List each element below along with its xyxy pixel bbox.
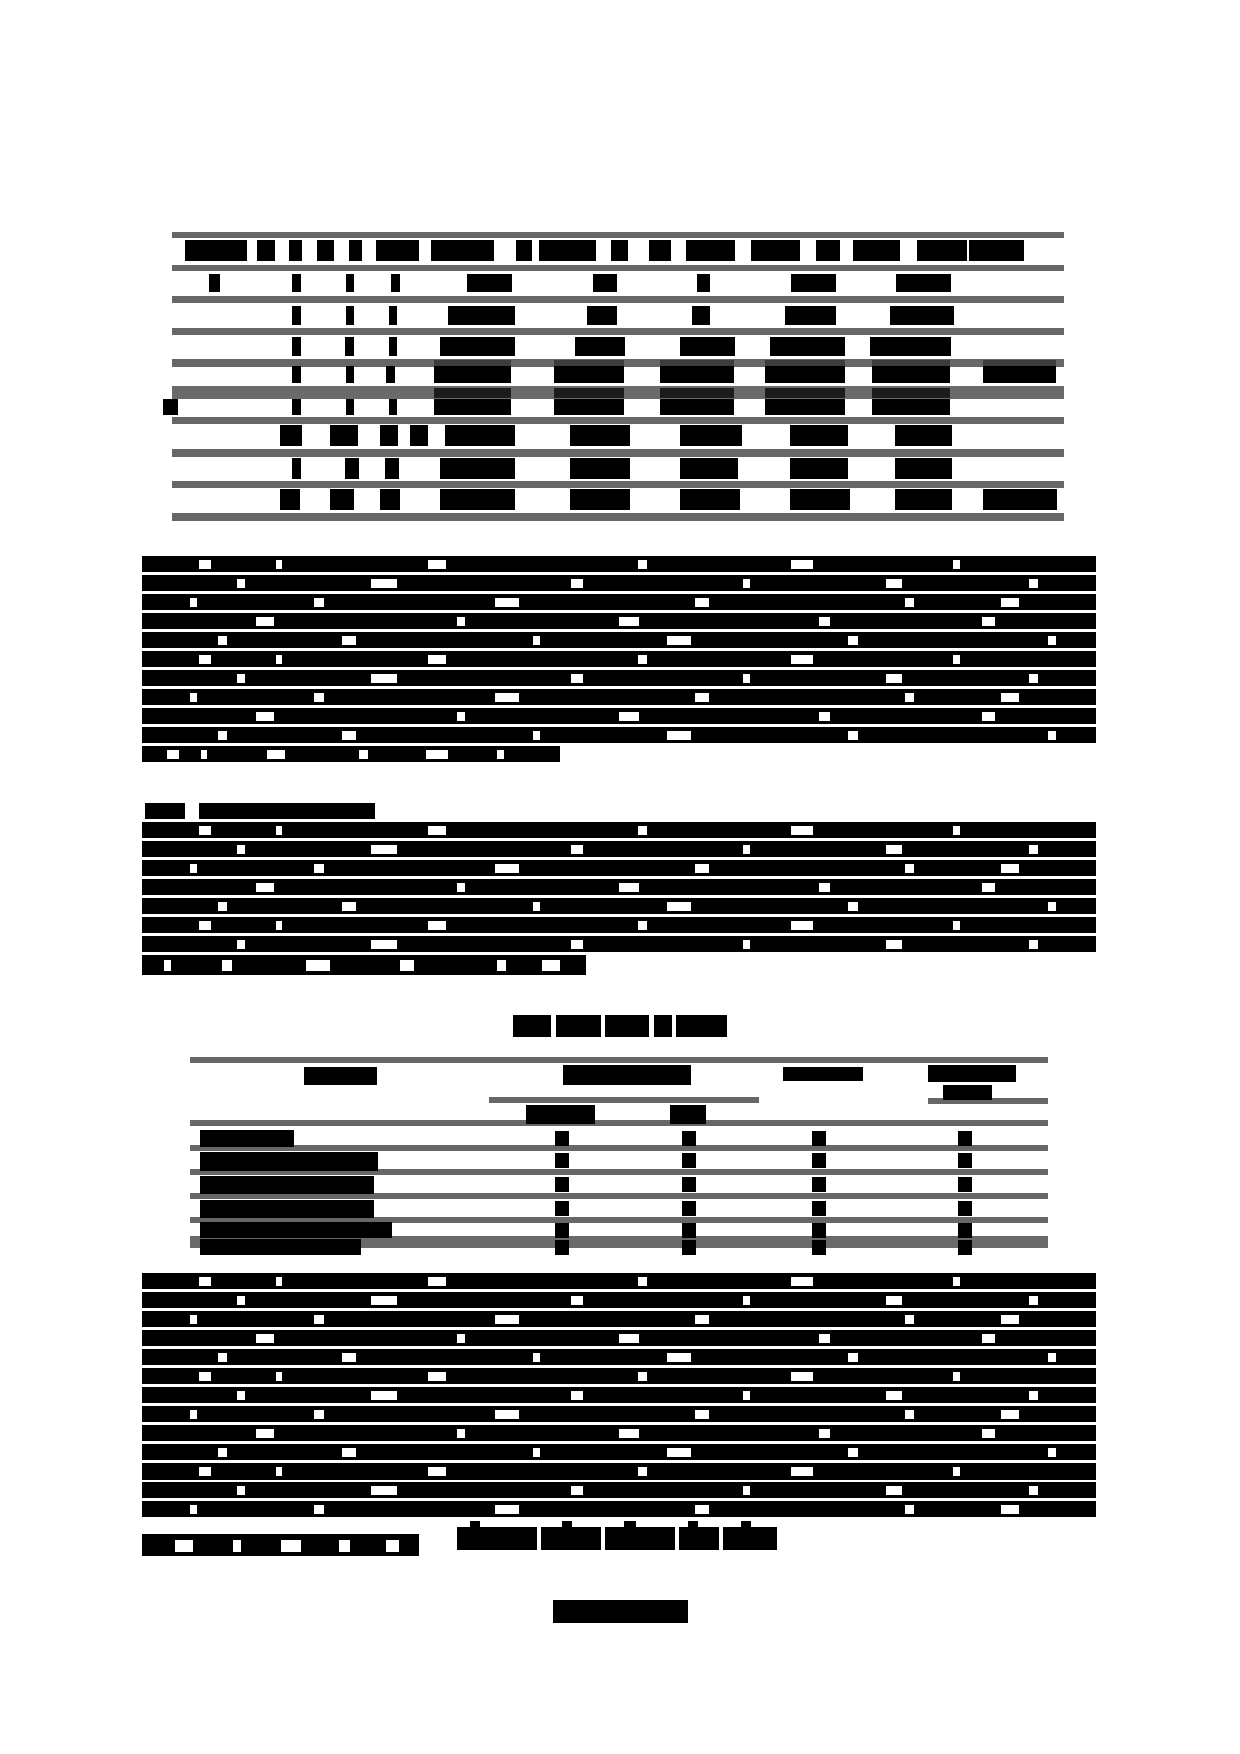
page-number-blob <box>553 1600 688 1623</box>
